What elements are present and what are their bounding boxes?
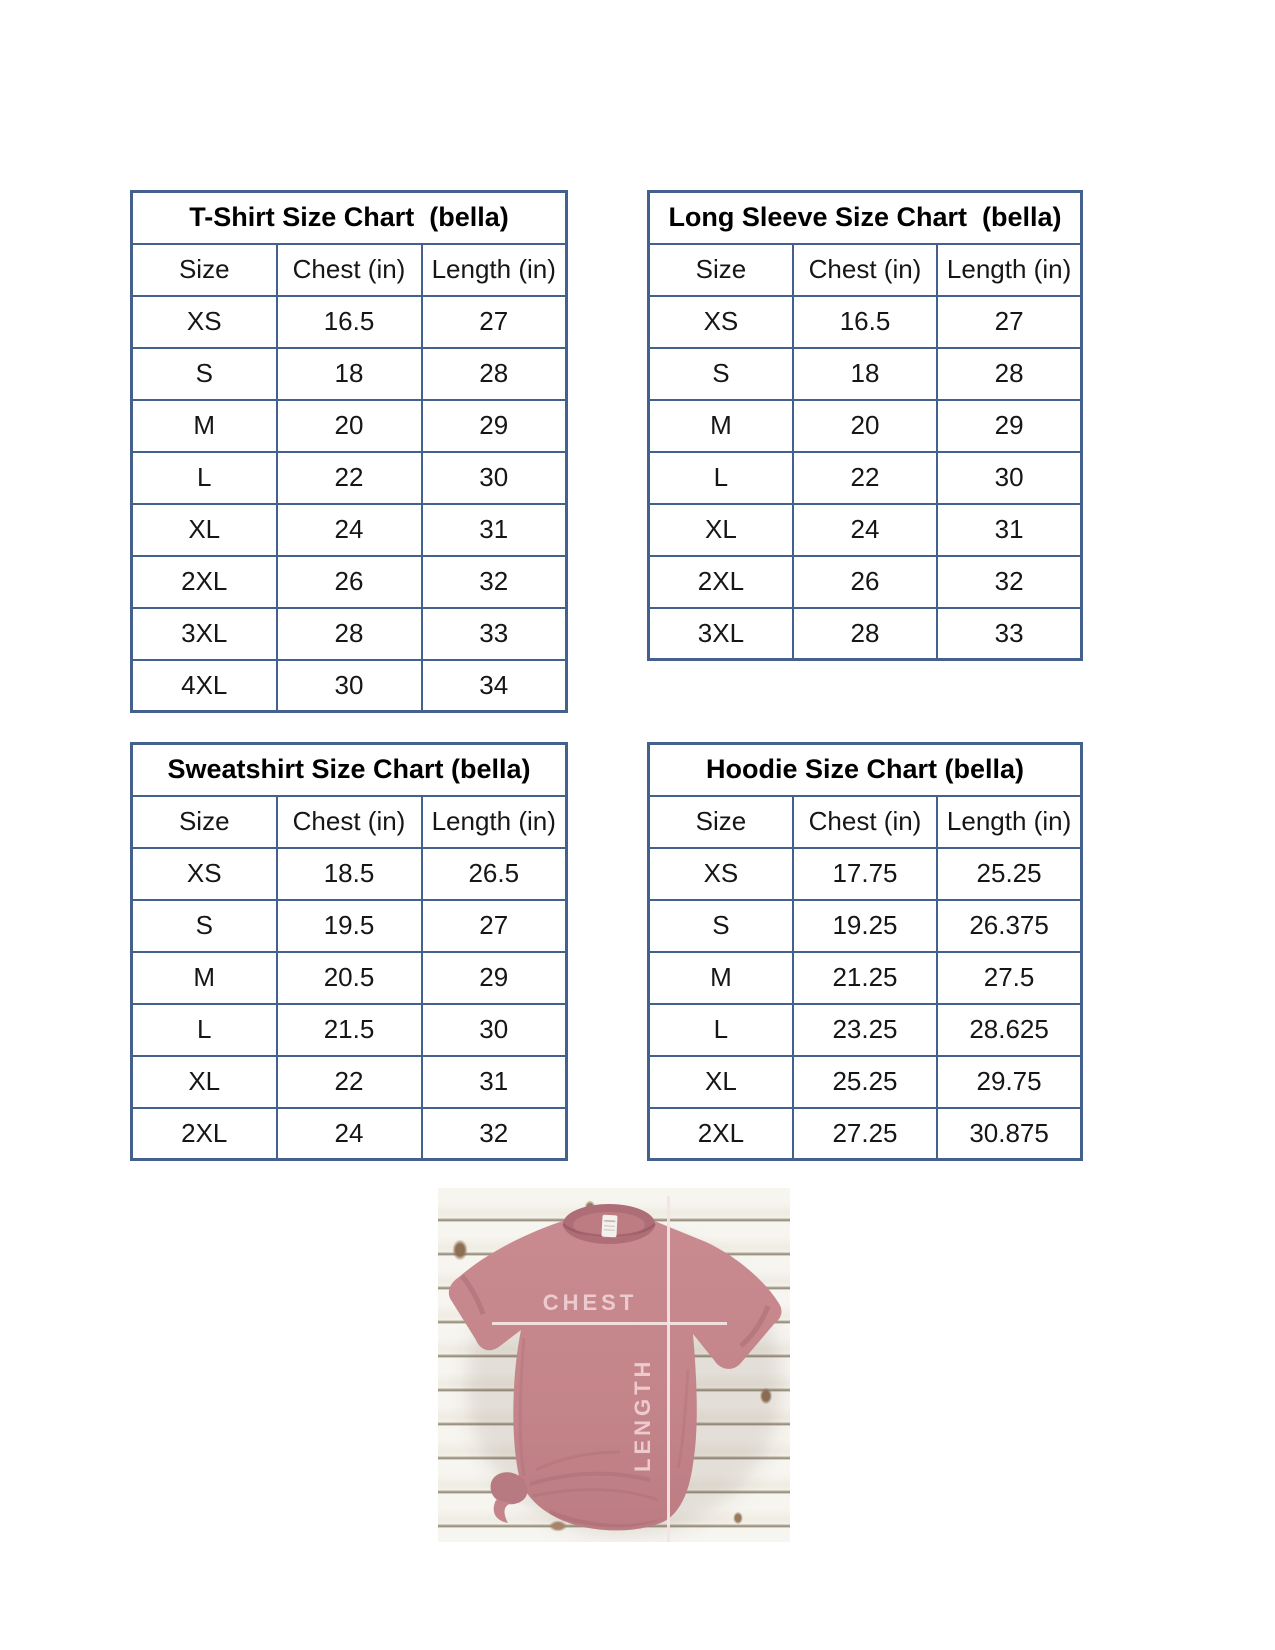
- table-cell: M: [132, 400, 277, 452]
- table-cell: 17.75: [793, 848, 937, 900]
- table-cell: 33: [937, 608, 1081, 660]
- column-header: Length (in): [937, 244, 1081, 296]
- table-row: [132, 900, 567, 952]
- table-row: [649, 1108, 1082, 1160]
- table-cell: 25.25: [793, 1056, 937, 1108]
- table-row: [132, 952, 567, 1004]
- table-cell: 2XL: [649, 556, 793, 608]
- table-cell: 33: [422, 608, 567, 660]
- table-title-row: [132, 192, 567, 244]
- table-cell: 3XL: [132, 608, 277, 660]
- table-title: T-Shirt Size Chart (bella): [132, 192, 567, 244]
- table-title-row: [132, 744, 567, 796]
- table-cell: 28: [937, 348, 1081, 400]
- table-cell: 27: [422, 900, 567, 952]
- table-cell: 3XL: [649, 608, 793, 660]
- table-cell: 27.5: [937, 952, 1081, 1004]
- table-row: [649, 296, 1082, 348]
- table-title: Long Sleeve Size Chart (bella): [649, 192, 1082, 244]
- table-cell: 20: [277, 400, 422, 452]
- table-cell: 32: [422, 1108, 567, 1160]
- table-cell: 16.5: [277, 296, 422, 348]
- table-cell: 34: [422, 660, 567, 712]
- table-cell: L: [649, 452, 793, 504]
- longsleeve-size-chart-table: [647, 190, 1083, 661]
- table-cell: S: [132, 348, 277, 400]
- size-table-hoodie: [647, 742, 1083, 1161]
- table-cell: L: [649, 1004, 793, 1056]
- table-cell: 16.5: [793, 296, 937, 348]
- table-row: [132, 296, 567, 348]
- table-cell: 20: [793, 400, 937, 452]
- table-cell: 30: [937, 452, 1081, 504]
- table-cell: 27.25: [793, 1108, 937, 1160]
- table-cell: 26.375: [937, 900, 1081, 952]
- table-cell: 21.25: [793, 952, 937, 1004]
- table-cell: S: [649, 348, 793, 400]
- table-cell: 26: [793, 556, 937, 608]
- table-cell: 4XL: [132, 660, 277, 712]
- table-row: [132, 1056, 567, 1108]
- table-cell: 28: [422, 348, 567, 400]
- table-cell: 31: [422, 504, 567, 556]
- table-cell: XL: [132, 504, 277, 556]
- product-photo: [438, 1188, 790, 1542]
- table-cell: 24: [277, 504, 422, 556]
- table-cell: XS: [649, 848, 793, 900]
- table-cell: 31: [937, 504, 1081, 556]
- table-cell: S: [649, 900, 793, 952]
- table-cell: XL: [649, 1056, 793, 1108]
- table-cell: 18: [793, 348, 937, 400]
- table-cell: 2XL: [132, 1108, 277, 1160]
- table-cell: 24: [793, 504, 937, 556]
- table-cell: 30: [422, 1004, 567, 1056]
- table-cell: 24: [277, 1108, 422, 1160]
- table-header-row: [132, 244, 567, 296]
- table-row: [132, 848, 567, 900]
- table-row: [132, 504, 567, 556]
- table-cell: 28.625: [937, 1004, 1081, 1056]
- table-cell: 30: [422, 452, 567, 504]
- table-cell: 19.5: [277, 900, 422, 952]
- table-cell: M: [132, 952, 277, 1004]
- column-header: Chest (in): [277, 244, 422, 296]
- table-cell: 22: [793, 452, 937, 504]
- table-cell: 25.25: [937, 848, 1081, 900]
- table-header-row: [649, 244, 1082, 296]
- table-row: [132, 1004, 567, 1056]
- table-cell: XS: [649, 296, 793, 348]
- table-cell: 18.5: [277, 848, 422, 900]
- table-cell: 27: [937, 296, 1081, 348]
- table-cell: 20.5: [277, 952, 422, 1004]
- hoodie-size-chart-table: [647, 742, 1083, 1161]
- size-table-tshirt: [130, 190, 568, 713]
- chest-measure-line: [492, 1322, 727, 1325]
- table-row: [132, 452, 567, 504]
- table-cell: L: [132, 1004, 277, 1056]
- table-cell: 22: [277, 452, 422, 504]
- table-title-row: [649, 744, 1082, 796]
- table-row: [132, 348, 567, 400]
- table-cell: 18: [277, 348, 422, 400]
- table-cell: XS: [132, 296, 277, 348]
- table-row: [649, 1056, 1082, 1108]
- table-cell: 28: [277, 608, 422, 660]
- table-row: [649, 848, 1082, 900]
- table-cell: 29: [937, 400, 1081, 452]
- column-header: Size: [649, 244, 793, 296]
- table-row: [649, 348, 1082, 400]
- table-cell: 2XL: [132, 556, 277, 608]
- table-title: Hoodie Size Chart (bella): [649, 744, 1082, 796]
- brand-tag: [601, 1215, 617, 1238]
- table-row: [132, 608, 567, 660]
- table-cell: XS: [132, 848, 277, 900]
- table-cell: 29: [422, 952, 567, 1004]
- table-cell: 23.25: [793, 1004, 937, 1056]
- table-cell: 31: [422, 1056, 567, 1108]
- table-title: Sweatshirt Size Chart (bella): [132, 744, 567, 796]
- chest-label: CHEST: [542, 1290, 638, 1315]
- table-cell: M: [649, 400, 793, 452]
- column-header: Length (in): [937, 796, 1081, 848]
- column-header: Size: [649, 796, 793, 848]
- table-cell: 22: [277, 1056, 422, 1108]
- sweatshirt-size-chart-table: [130, 742, 568, 1161]
- table-cell: 32: [422, 556, 567, 608]
- table-row: [649, 1004, 1082, 1056]
- table-cell: 29.75: [937, 1056, 1081, 1108]
- table-row: [132, 660, 567, 712]
- tshirt-size-chart-table: [130, 190, 568, 713]
- table-row: [132, 1108, 567, 1160]
- column-header: Chest (in): [793, 796, 937, 848]
- table-row: [649, 900, 1082, 952]
- table-cell: S: [132, 900, 277, 952]
- table-row: [649, 952, 1082, 1004]
- table-header-row: [132, 796, 567, 848]
- table-title-row: [649, 192, 1082, 244]
- table-header-row: [649, 796, 1082, 848]
- table-row: [649, 556, 1082, 608]
- table-cell: 32: [937, 556, 1081, 608]
- table-cell: 30.875: [937, 1108, 1081, 1160]
- table-row: [649, 608, 1082, 660]
- table-cell: 27: [422, 296, 567, 348]
- length-measure-line: [667, 1196, 670, 1542]
- table-row: [649, 504, 1082, 556]
- column-header: Chest (in): [277, 796, 422, 848]
- table-cell: 26.5: [422, 848, 567, 900]
- table-cell: 26: [277, 556, 422, 608]
- column-header: Chest (in): [793, 244, 937, 296]
- table-row: [649, 400, 1082, 452]
- column-header: Size: [132, 244, 277, 296]
- table-cell: 28: [793, 608, 937, 660]
- size-table-longsleeve: [647, 190, 1083, 661]
- column-header: Length (in): [422, 244, 567, 296]
- size-table-sweatshirt: [130, 742, 568, 1161]
- table-row: [649, 452, 1082, 504]
- table-cell: XL: [649, 504, 793, 556]
- table-cell: 19.25: [793, 900, 937, 952]
- column-header: Size: [132, 796, 277, 848]
- column-header: Length (in): [422, 796, 567, 848]
- table-cell: L: [132, 452, 277, 504]
- table-row: [132, 556, 567, 608]
- table-cell: XL: [132, 1056, 277, 1108]
- table-cell: 29: [422, 400, 567, 452]
- table-cell: 30: [277, 660, 422, 712]
- table-cell: 21.5: [277, 1004, 422, 1056]
- table-row: [132, 400, 567, 452]
- table-cell: M: [649, 952, 793, 1004]
- table-cell: 2XL: [649, 1108, 793, 1160]
- tshirt-image: [438, 1188, 790, 1542]
- length-label: LENGTH: [630, 1357, 655, 1473]
